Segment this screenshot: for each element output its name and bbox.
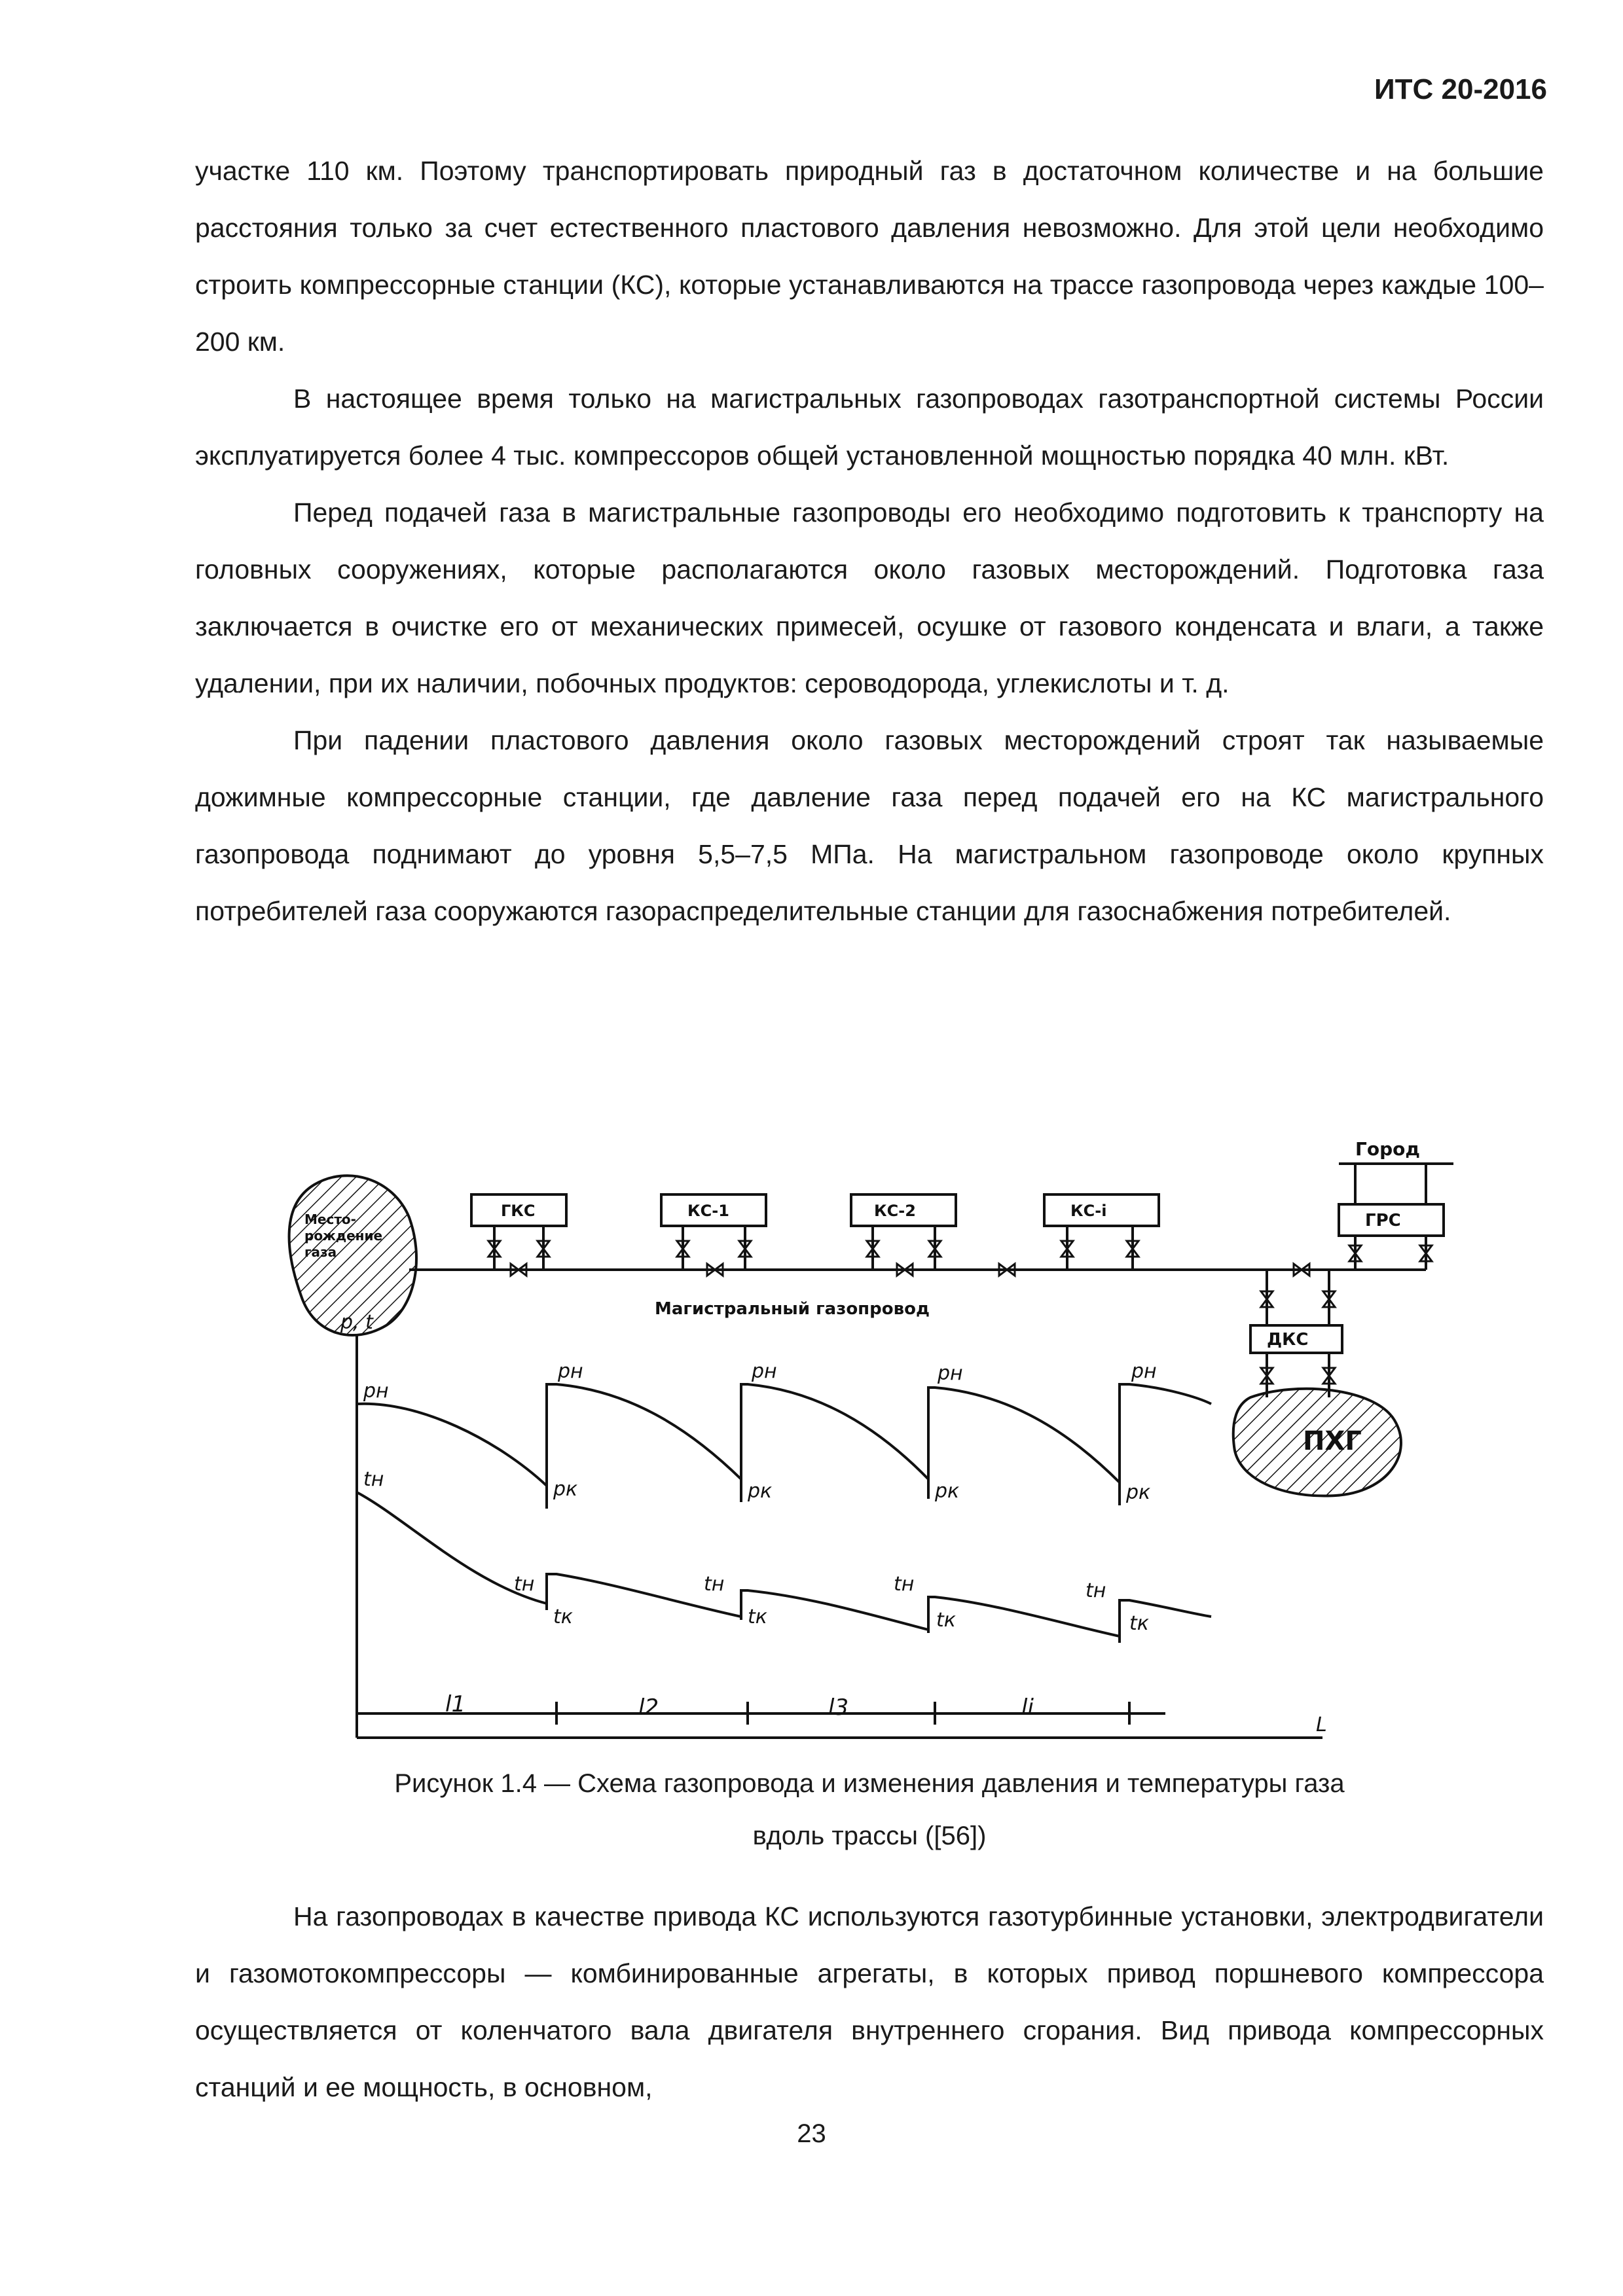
temperature-curve <box>357 1479 1211 1643</box>
segment-label: l1 <box>445 1691 466 1717</box>
paragraph: При падении пластового давления около газовых месторождений строят так называемые дожимные компрессорные станции, где давление газа перед подачей его на КС магистрального газопровода поднимают до уровня 5,5–7,5 МПа. На магистральном газопроводе около крупных потребителей газа сооружаются газораспределительные станции для газоснабжения потребителей. <box>195 725 1544 926</box>
station-label: КС-1 <box>687 1202 729 1220</box>
paragraph: На газопроводах в качестве привода КС используются газотурбинные установки, электродвигатели и газомотокомпрессоры — комбинированные агрегаты, в которых привод поршневого компрессора осуществляется от коленчатого вала двигателя внутреннего сгорания. Вид привода компрессорных станций и ее мощность, в основном, <box>195 1901 1544 2102</box>
pressure-end-label: pк <box>1126 1481 1151 1504</box>
document-code: ИТС 20-2016 <box>1374 73 1547 105</box>
figure-caption <box>195 1757 1544 1862</box>
pipeline-figure <box>275 1139 1480 1774</box>
paragraph: участке 110 км. Поэтому транспортировать природный газ в достаточном количестве и на большие расстояния только за счет естественного пластового давления невозможно. Для этой цели необходимо строить компрессорные станции (КС), которые устанавливаются на трассе газопровода через каждые 100–200 км. <box>195 156 1544 357</box>
body-text-top <box>195 143 1544 940</box>
temperature-start-label: tн <box>363 1468 384 1491</box>
station-label: ГРС <box>1365 1211 1401 1230</box>
pressure-start-label: pн <box>1131 1360 1157 1383</box>
station-label: КС-i <box>1070 1202 1107 1220</box>
pressure-start-label: pн <box>752 1360 777 1383</box>
station-label: ГКС <box>501 1202 536 1220</box>
paragraph: В настоящее время только на магистральных газопроводах газотранспортной системы России эксплуатируется более 4 тыс. компрессоров общей установленной мощностью порядка 40 млн. кВт. <box>195 384 1544 471</box>
body-text-bottom <box>195 1888 1544 2116</box>
temperature-start-label: tн <box>1085 1579 1106 1602</box>
pressure-end-label: pк <box>553 1478 578 1501</box>
station-label: ДКС <box>1267 1330 1309 1350</box>
pressure-start-label: pн <box>558 1360 583 1383</box>
temperature-start-label: tн <box>704 1573 725 1596</box>
pressure-end-label: pк <box>748 1480 773 1503</box>
field-label: рождение <box>304 1228 383 1244</box>
y-axis-label: p, t <box>340 1311 373 1334</box>
temperature-end-label: tк <box>936 1609 956 1632</box>
segment-label: l2 <box>638 1695 659 1721</box>
temperature-end-label: tк <box>553 1605 573 1628</box>
field-label: Место- <box>304 1211 356 1227</box>
pressure-start-label: pн <box>363 1380 389 1403</box>
page-number: 23 <box>797 2119 826 2148</box>
x-axis-label: L <box>1316 1713 1327 1736</box>
temperature-start-label: tн <box>894 1573 915 1596</box>
segment-label: l3 <box>828 1695 849 1721</box>
city-label: Город <box>1355 1138 1420 1160</box>
caption-line: вдоль трассы ([56]) <box>752 1821 987 1850</box>
paragraph: Перед подачей газа в магистральные газопроводы его необходимо подготовить к транспорту на головных сооружениях, которые располагаются около газовых месторождений. Подготовка газа заключается в очистке его от механических примесей, осушке от газового конденсата и влаги, а также удалении, при их наличии, побочных продуктов: сероводорода, углекислоты и т. д. <box>195 497 1544 698</box>
pressure-curve <box>357 1384 1211 1509</box>
station-label: КС-2 <box>874 1202 916 1220</box>
storage-label: ПХГ <box>1303 1426 1362 1456</box>
pressure-end-label: pк <box>935 1480 960 1503</box>
field-label: газа <box>304 1244 337 1260</box>
caption-line: Рисунок 1.4 — Схема газопровода и изменения давления и температуры газа <box>394 1769 1345 1798</box>
temperature-start-label: tн <box>514 1573 535 1596</box>
temperature-end-label: tк <box>748 1605 767 1628</box>
pipeline-label: Магистральный газопровод <box>655 1299 930 1319</box>
pressure-start-label: pн <box>938 1362 963 1385</box>
pipeline-diagram <box>275 1139 1480 1774</box>
temperature-end-label: tк <box>1129 1612 1149 1635</box>
segment-label: li <box>1021 1695 1034 1721</box>
